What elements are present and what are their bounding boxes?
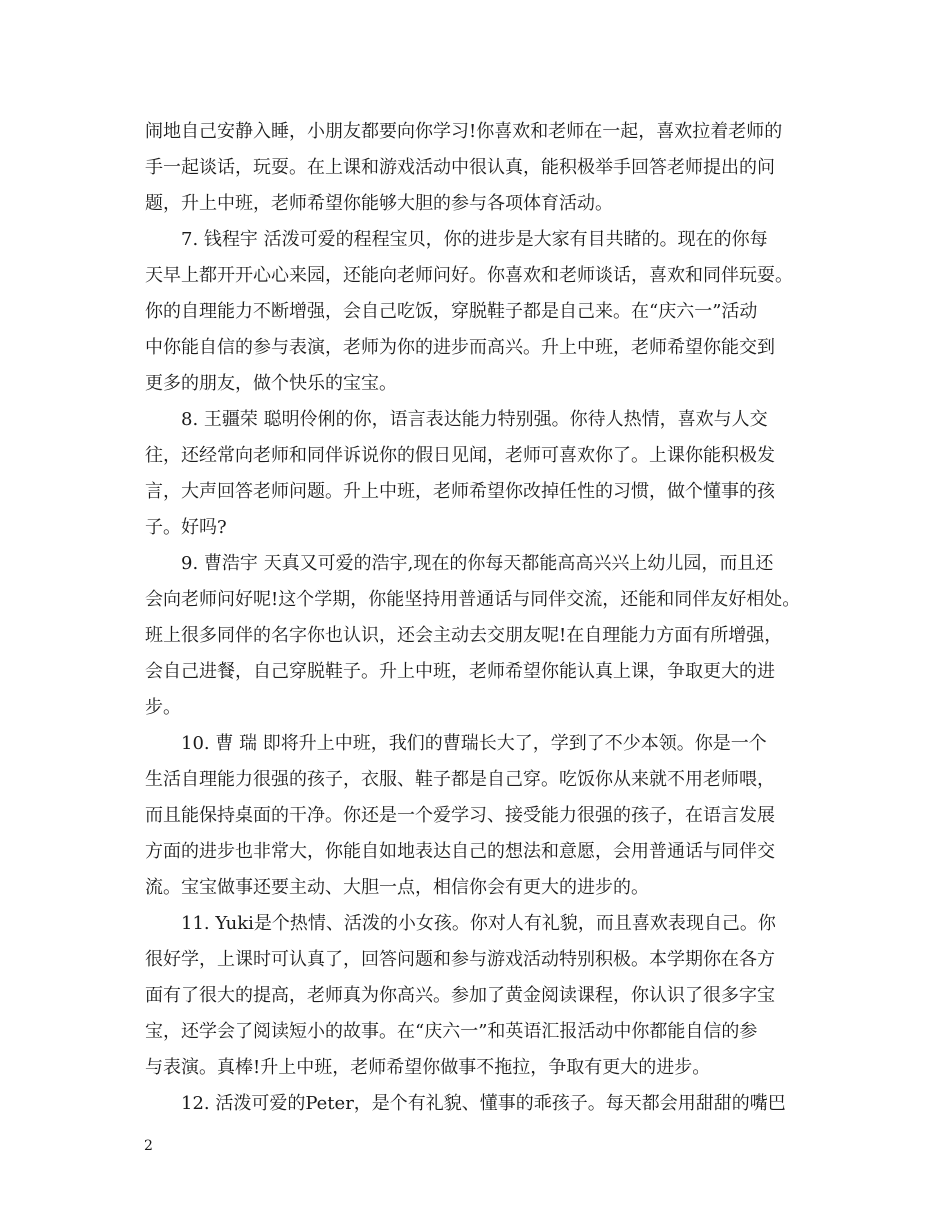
text-line: 与表演。真棒!升上中班，老师希望你做事不拖拉，争取有更大的进步。: [145, 1057, 711, 1078]
text-line: 方面的进步也非常大，你能自如地表达自己的想法和意愿，会用普通话与同伴交: [145, 841, 775, 862]
text-line: 言，大声回答老师问题。升上中班，老师希望你改掉任性的习惯，做个懂事的孩: [145, 481, 775, 502]
text-line: 很好学，上课时可认真了，回答问题和参与游戏活动特别积极。本学期你在各方: [145, 949, 775, 970]
text-line: 流。宝宝做事还要主动、大胆一点，相信你会有更大的进步的。: [145, 877, 649, 898]
text-line: 你的自理能力不断增强，会自己吃饭，穿脱鞋子都是自己来。在“庆六一”活动: [145, 301, 758, 322]
text-line: 步。: [145, 697, 181, 718]
text-line: 宝，还学会了阅读短小的故事。在“庆六一”和英语汇报活动中你都能自信的参: [145, 1021, 758, 1042]
page-number: 2: [144, 1138, 153, 1154]
text-line: 面有了很大的提高，老师真为你高兴。参加了黄金阅读课程，你认识了很多字宝: [145, 985, 775, 1006]
paragraph-start-line: 8. 王疆荣 聪明伶俐的你，语言表达能力特别强。你待人热情，喜欢与人交: [181, 409, 768, 430]
text-line: 题，升上中班，老师希望你能够大胆的参与各项体育活动。: [145, 193, 613, 214]
text-line: 中你能自信的参与表演，老师为你的进步而高兴。升上中班，老师希望你能交到: [145, 337, 775, 358]
text-line: 子。好吗?: [145, 517, 227, 538]
text-line: 生活自理能力很强的孩子，衣服、鞋子都是自己穿。吃饭你从来就不用老师喂，: [145, 769, 775, 790]
text-line: 会自己进餐，自己穿脱鞋子。升上中班，老师希望你能认真上课，争取更大的进: [145, 661, 775, 682]
text-line: 手一起谈话，玩耍。在上课和游戏活动中很认真，能积极举手回答老师提出的问: [145, 157, 775, 178]
text-line: 更多的朋友，做个快乐的宝宝。: [145, 373, 397, 394]
text-line: 而且能保持桌面的干净。你还是一个爱学习、接受能力很强的孩子，在语言发展: [145, 805, 775, 826]
paragraph-start-line: 10. 曹 瑞 即将升上中班，我们的曹瑞长大了，学到了不少本领。你是一个: [181, 733, 767, 754]
paragraph-start-line: 9. 曹浩宇 天真又可爱的浩宇,现在的你每天都能高高兴兴上幼儿园，而且还: [181, 553, 774, 574]
text-line: 闹地自己安静入睡，小朋友都要向你学习!你喜欢和老师在一起，喜欢拉着老师的: [145, 121, 783, 142]
document-body: [145, 114, 817, 1122]
text-line: 往，还经常向老师和同伴诉说你的假日见闻，老师可喜欢你了。上课你能积极发: [145, 445, 775, 466]
paragraph-start-line: 11. Yuki是个热情、活泼的小女孩。你对人有礼貌，而且喜欢表现自己。你: [181, 913, 776, 934]
text-line: 班上很多同伴的名字你也认识，还会主动去交朋友呢!在自理能力方面有所增强，: [145, 625, 783, 646]
paragraph-start-line: 12. 活泼可爱的Peter，是个有礼貌、懂事的乖孩子。每天都会用甜甜的嘴巴: [181, 1093, 786, 1114]
text-line: 天早上都开开心心来园，还能向老师问好。你喜欢和老师谈话，喜欢和同伴玩耍。: [145, 265, 793, 286]
paragraph-start-line: 7. 钱程宇 活泼可爱的程程宝贝，你的进步是大家有目共睹的。现在的你每: [181, 229, 768, 250]
text-line: 会向老师问好呢!这个学期，你能坚持用普通话与同伴交流，还能和同伴友好相处。: [145, 589, 801, 610]
